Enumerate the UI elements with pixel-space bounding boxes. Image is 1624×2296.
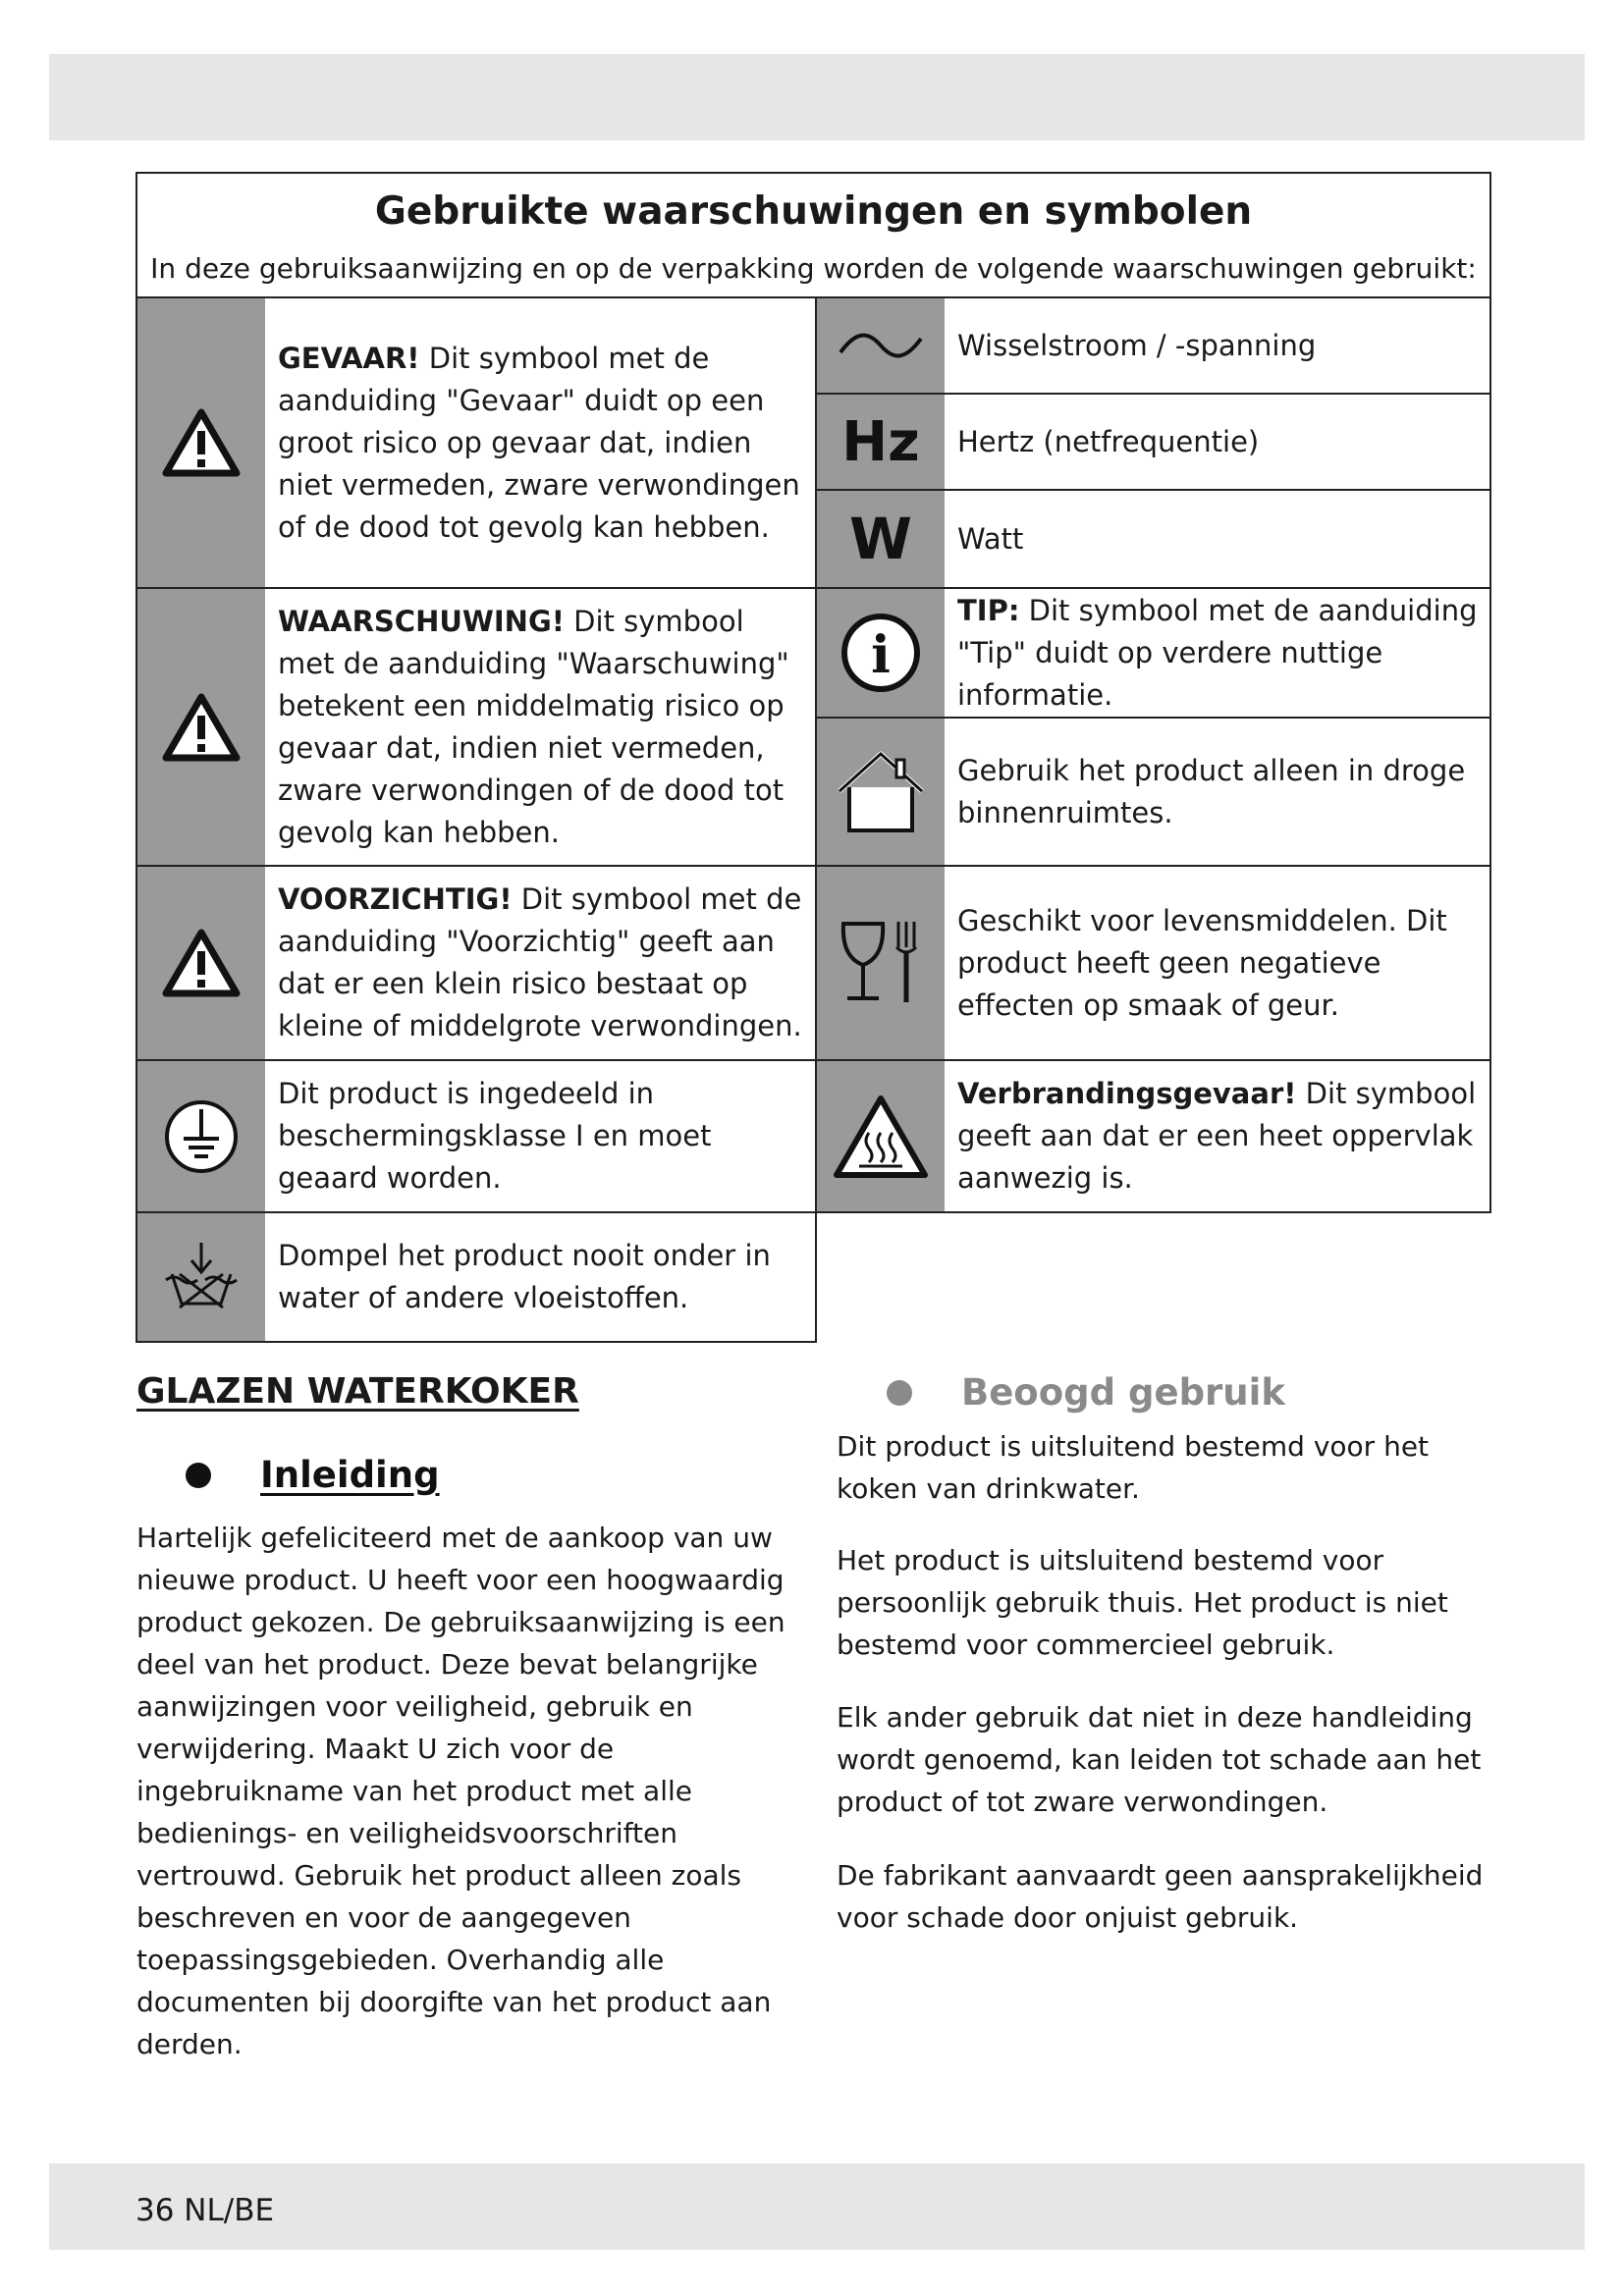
warning-text: Dit symbool met de aanduiding "Waarschuwing" betekent een middelmatig risico op gevaar dat, indien niet vermeden, zware verwondingen of de dood tot gevolg kan hebben. <box>278 604 789 849</box>
intended-use-paragraph-3: Elk ander gebruik dat niet in deze handleiding wordt genoemd, kan leiden tot schade aan het product of tot zware verwondingen. <box>837 1701 1482 1818</box>
intended-use-heading: Beoogd gebruik <box>961 1371 1285 1414</box>
no-immersion-icon <box>137 1213 265 1341</box>
warning-label: WAARSCHUWING! <box>278 604 565 638</box>
symbol-row-tip <box>815 587 1491 719</box>
alternating-current-icon <box>817 298 945 393</box>
top-bar <box>49 54 1585 140</box>
product-title: GLAZEN WATERKOKER <box>136 1371 579 1412</box>
danger-label: GEVAAR! <box>278 341 420 375</box>
protective-earth-icon <box>137 1061 265 1211</box>
warning-row-caution <box>135 865 817 1061</box>
info-glyph: i <box>871 625 891 685</box>
ac-text: Wisselstroom / -spanning <box>957 328 1317 362</box>
warnings-table <box>135 172 1491 1343</box>
warnings-title: Gebruikte waarschuwingen en symbolen <box>374 189 1253 234</box>
symbol-row-indoor <box>815 717 1491 867</box>
danger-text: Dit symbool met de aanduiding "Gevaar" duidt op een groot risico op gevaar dat, indien niet vermeden, zware verwondingen of de dood tot gevolg kan hebben. <box>278 341 800 544</box>
food-safe-icon <box>817 867 945 1059</box>
intended-use-paragraph-4: De fabrikant aanvaardt geen aansprakelijkheid voor schade door onjuist gebruik. <box>837 1859 1484 1934</box>
watt-icon: W <box>817 491 945 587</box>
symbol-row-watt <box>815 489 1491 589</box>
immersion-text: Dompel het product nooit onder in water of andere vloeistoffen. <box>278 1239 771 1314</box>
watt-text: Watt <box>957 521 1024 556</box>
footer-bar <box>49 2163 1585 2250</box>
warnings-header <box>135 172 1491 298</box>
warning-row-warning <box>135 587 817 867</box>
warning-triangle-icon <box>137 589 265 865</box>
intended-use-heading-row <box>887 1371 1285 1414</box>
caution-label: VOORZICHTIG! <box>278 882 513 916</box>
info-icon <box>817 589 945 717</box>
earth-text: Dit product is ingedeeld in beschermingsklasse I en moet geaard worden. <box>278 1077 712 1195</box>
tip-text: Dit symbool met de aanduiding "Tip" duidt op verdere nuttige informatie. <box>957 593 1478 712</box>
symbol-row-food <box>815 865 1491 1061</box>
caution-text: Dit symbool met de aanduiding "Voorzichtig" geeft aan dat er een klein risico bestaat op kleine of middelgrote verwondingen. <box>278 882 802 1042</box>
intro-heading-row <box>186 1454 440 1496</box>
hz-text: Hertz (netfrequentie) <box>957 424 1260 458</box>
page-number: 36 NL/BE <box>135 2193 275 2228</box>
hot-label: Verbrandingsgevaar! <box>957 1077 1297 1110</box>
warning-row-danger <box>135 296 817 589</box>
warning-row-immersion <box>135 1211 817 1343</box>
intended-use-paragraph-1: Dit product is uitsluitend bestemd voor het koken van drinkwater. <box>837 1430 1430 1505</box>
bullet-icon <box>186 1463 211 1488</box>
tip-label: TIP: <box>957 593 1020 627</box>
symbol-row-ac <box>815 296 1491 395</box>
house-icon <box>817 719 945 865</box>
bullet-icon <box>887 1380 912 1406</box>
intro-heading: Inleiding <box>260 1454 440 1496</box>
indoor-text: Gebruik het product alleen in droge binnenruimtes. <box>957 753 1466 829</box>
warning-row-earth <box>135 1059 817 1213</box>
hot-text: Dit symbool geeft aan dat er een heet oppervlak aanwezig is. <box>957 1077 1477 1195</box>
hertz-icon: Hz <box>817 395 945 489</box>
intro-paragraph: Hartelijk gefeliciteerd met de aankoop van uw nieuwe product. U heeft voor een hoogwaardig product gekozen. De gebruiksaanwijzing is een deel van het product. Deze bevat belangrijke aanwijzingen voor veiligheid, gebruik en verwijdering. Maakt U zich voor de ingebruikname van het product met alle bedienings- en veiligheidsvoorschriften vertrouwd. Gebruik het product alleen zoals beschreven en voor de aangegeven toepassingsgebieden. Overhandig alle documenten bij doorgifte van het product aan derden. <box>136 1522 785 2060</box>
intended-use-paragraph-2: Het product is uitsluitend bestemd voor persoonlijk gebruik thuis. Het product is niet bestemd voor commercieel gebruik. <box>837 1544 1448 1661</box>
warnings-subtitle: In deze gebruiksaanwijzing en op de verpakking worden de volgende waarschuwingen gebruikt: <box>150 252 1477 285</box>
food-text: Geschikt voor levensmiddelen. Dit product heeft geen negatieve effecten op smaak of geur. <box>957 903 1447 1022</box>
hot-surface-icon <box>817 1061 945 1211</box>
symbol-row-hot <box>815 1059 1491 1213</box>
danger-triangle-icon <box>137 298 265 587</box>
symbol-row-hz <box>815 393 1491 491</box>
caution-triangle-icon <box>137 867 265 1059</box>
